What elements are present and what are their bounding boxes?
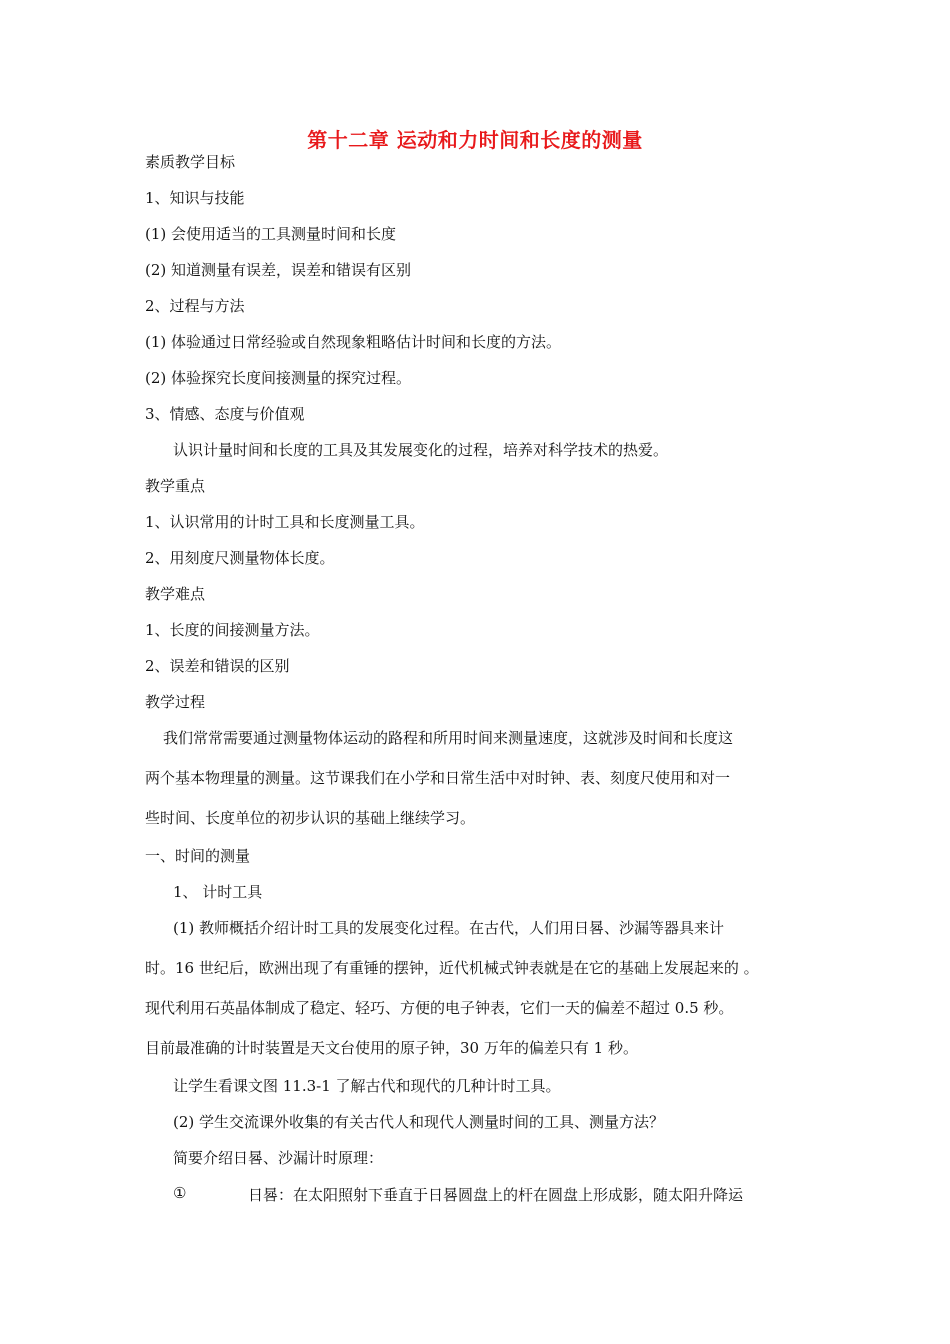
list-item: (1) 会使用适当的工具测量时间和长度 [145,225,397,243]
document-title: 第十二章 运动和力时间和长度的测量 [307,128,643,152]
list-item: 1、认识常用的计时工具和长度测量工具。 [145,513,425,531]
list-item: (2) 知道测量有误差，误差和错误有区别 [145,261,412,279]
list-item: 2、误差和错误的区别 [145,657,290,675]
paragraph: (2) 学生交流课外收集的有关古代人和现代人测量时间的工具、测量方法？ [173,1113,665,1131]
list-item: 2、用刻度尺测量物体长度。 [145,549,335,567]
list-marker: ① [173,1184,187,1202]
paragraph-line: 两个基本物理量的测量。这节课我们在小学和日常生活中对时钟、表、刻度尺使用和对一 [145,769,731,787]
subheading-attitude: 3、情感、态度与价值观 [145,405,305,423]
section-heading-difficulties: 教学难点 [145,585,206,603]
paragraph-line: 我们常常需要通过测量物体运动的路程和所用时间来测量速度，这就涉及时间和长度这 [163,729,734,747]
subheading-process: 2、过程与方法 [145,297,245,315]
subheading-knowledge: 1、知识与技能 [145,189,245,207]
list-item: (1) 体验通过日常经验或自然现象粗略估计时间和长度的方法。 [145,333,562,351]
paragraph-line: 些时间、长度单位的初步认识的基础上继续学习。 [145,809,476,827]
list-item: (2) 体验探究长度间接测量的探究过程。 [145,369,412,387]
paragraph: 让学生看课文图 11.3-1 了解古代和现代的几种计时工具。 [173,1077,561,1095]
section-heading-goals: 素质教学目标 [145,153,236,171]
section-heading-key-points: 教学重点 [145,477,206,495]
list-item-text: 日晷：在太阳照射下垂直于日晷圆盘上的杆在圆盘上形成影，随太阳升降运 [248,1186,744,1204]
subheading-timing-tools: 1、 计时工具 [173,883,263,901]
paragraph-line: 时。16 世纪后，欧洲出现了有重锤的摆钟，近代机械式钟表就是在它的基础上发展起来的 。 [145,959,759,977]
section-heading-time: 一、时间的测量 [145,847,251,865]
paragraph-line: 目前最准确的计时装置是天文台使用的原子钟，30 万年的偏差只有 1 秒。 [145,1039,638,1057]
paragraph-line: 现代利用石英晶体制成了稳定、轻巧、方便的电子钟表，它们一天的偏差不超过 0.5 秒。 [145,999,734,1017]
paragraph-line: (1) 教师概括介绍计时工具的发展变化过程。在古代，人们用日晷、沙漏等器具来计 [173,919,725,937]
paragraph: 认识计量时间和长度的工具及其发展变化的过程，培养对科学技术的热爱。 [173,441,669,459]
section-heading-process: 教学过程 [145,693,206,711]
list-item: 1、长度的间接测量方法。 [145,621,320,639]
paragraph: 简要介绍日晷、沙漏计时原理： [173,1149,384,1167]
